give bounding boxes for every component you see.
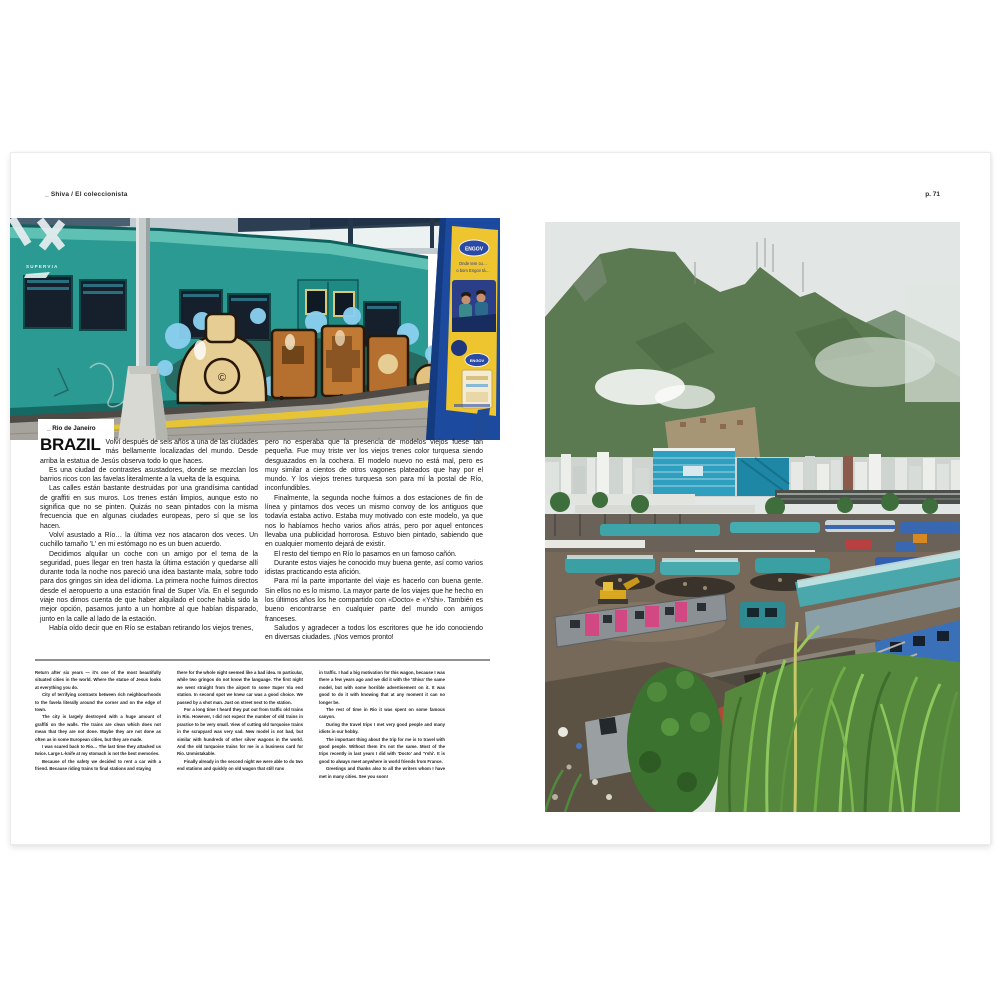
paragraph: El resto del tiempo en Río lo pasamos en un famoso cañón. bbox=[274, 550, 457, 558]
paragraph: Para mí la parte importante del viaje es hacerlo con buena gente. Sin ellos no es lo mismo. La mayor parte de los viajes que he hecho en los últimos años los he compartido con «Docto» e «Yshi». También es bueno encontrarse en cualquier parte del mundo con amigos franceses. bbox=[265, 578, 483, 623]
paragraph: Because of the safety we decided to rent a car with a friend. Because riding trains to final stations and staying bbox=[35, 758, 161, 772]
photo-graffiti-train bbox=[10, 218, 500, 440]
poster-starburst bbox=[451, 340, 467, 356]
paragraph: The city is largely destroyed with a huge amount of graffiti on the walls. The trains are clean which does not mean that they are not done. Maybe they are not done as often as in some European cities, but they are made. bbox=[35, 714, 161, 742]
paragraph: Finalmente, la segunda noche fuimos a dos estaciones de fin de línea y pintamos dos veces un mismo convoy de los antiguos que todavía estaba activo. Estaba muy motivado con este modelo, ya que nos lo habíamos hecho varios años atrás, pero por aquel entonces llevaba una publicidad horrorosa. Estuvo bien pintado, sabiendo que en cualquier momento dejará de existir. bbox=[265, 494, 483, 549]
english-column-2 bbox=[177, 669, 303, 780]
paragraph: City of terrifying contrasts between rich neighbourhoods to the favela literally around the corner and on the edge of town. bbox=[35, 692, 161, 713]
teal-loco-front bbox=[740, 602, 785, 628]
poster-line2: o bom Engov tá… bbox=[456, 268, 490, 273]
turquoise-carcass bbox=[565, 557, 655, 573]
paragraph: Volví asustado a Río… la última vez nos atacaron dos veces. Un cuchillo tamaño 'L' en mi estómago no es un buen acuerdo. bbox=[40, 531, 258, 549]
paragraph: Las calles están bastante destruidas por una grandísima cantidad de graffiti en sus muros. Los trenes están limpios, aunque esto no significa que no se pinten. Quizás no sean pintados con la misma frecuencia que en algunas ciudades europeas, pero sí que se los hacen. bbox=[40, 485, 258, 530]
green-bush bbox=[627, 667, 723, 812]
paragraph: there for the whole night seemed like a bad idea. In particular, while two gringos do not know the language. The first night we went straight from the airport to some Super Via end station. In second spot we knew car was a good choice. We passed by a shot man. Just on street next to the station. bbox=[177, 670, 303, 705]
poster-product-box bbox=[462, 370, 492, 408]
supervia-logo-text: SUPERVIA bbox=[26, 264, 59, 269]
paragraph: For a long time I heard they put out from traffic old trains in Rio. However, I did not expect the number of old trains in practice to be very small. View of cutting old turquoise trains in the scrapyard was very sad. New model is not bad, but similar with hundreds of other silver wagons in the world. And the old turquoise trains for me is a business card for Rio. Unmistakable. bbox=[177, 707, 303, 757]
paragraph: in traffic. I had a big motivation for this wagon, because I was there a few years ago and we did it with the 'Shiva' the same model, but with some horrible advertisement on it. It was good to do it with knowing that at any moment it can no longer be. bbox=[319, 670, 445, 705]
poster-line1: Onde tem cu… bbox=[458, 261, 488, 266]
english-column-1 bbox=[35, 669, 161, 780]
article-title: BRAZIL bbox=[40, 435, 101, 454]
engov-brand-mid: ENGOV bbox=[469, 358, 485, 363]
debris-helmet bbox=[558, 727, 568, 737]
paragraph: The important thing about the trip for me is to travel with good people. Without them it's not the same. Most of the trips recently in last years I did with 'Docto' and 'Yshi'. It is good to always meet anywhere in world friends from France. bbox=[319, 736, 445, 764]
article-english-translation bbox=[35, 669, 445, 780]
graffiti-train-scene bbox=[10, 218, 500, 440]
scrapyard-scene bbox=[545, 222, 960, 812]
paragraph: Return after six years — it's one of the most beautifully situated cities in the world. Where the statue of Jesus looks at everything you do. bbox=[35, 670, 161, 690]
paragraph: Volví después de seis años a una de las ciudades más bellamente localizadas del mundo. Desde arriba la estatua de Jesús observa todo lo que haces. bbox=[40, 439, 258, 465]
paragraph: Decidimos alquilar un coche con un amigo por el tema de la seguridad, pues llegar en tren hasta la última estación y quedarse allí durante toda la noche nos pareció una idea bastante mala, sobre todo para dos gringos sin idea del idioma. La primera noche fuimos directos desde el aeropuerto a una estación final de Super Vía. En el segundo viaje nos dimos cuenta de que haber alquilado el coche había sido la mejor opción, pasamos junto a un hombre al que habían disparado, junto en la calle al lado de la estación. bbox=[40, 550, 258, 623]
photo-train-scrapyard bbox=[545, 222, 960, 812]
paragraph: During the travel trips I met very good people and many idiots in our hobby. bbox=[319, 721, 445, 735]
paragraph: Había oído decir que en Río se estaban retirando los viejos trenes, bbox=[49, 624, 254, 632]
caption-location: _ Rio de Janeiro bbox=[47, 425, 96, 432]
paragraph: The rest of time in Rio it was spent on some famous canyon. bbox=[319, 707, 445, 720]
section-divider-rule bbox=[35, 659, 490, 661]
paragraph: Saludos y agradecer a todos los escritores que he ido conociendo en diversas ciudades. ¡Nos vemos pronto! bbox=[265, 624, 483, 642]
poster-photo bbox=[452, 280, 496, 332]
paragraph: Greetings and thanks also to all the writers whom I have met in many cities. See you soon! bbox=[319, 766, 445, 779]
running-head: _ Shiva / El coleccionista bbox=[45, 191, 128, 198]
page-number: p. 71 bbox=[925, 191, 940, 198]
spanish-column-2 bbox=[265, 438, 483, 643]
english-column-3 bbox=[319, 669, 445, 780]
paragraph: pero no esperaba que la presencia de modelos viejos fuese tan pequeña. Fue muy triste ver los viejos trenes color turquesa siendo desguazados en la cochera. El modelo nuevo no está mal, pero es muy similar a cientos de otros vagones plateados que hay por el mundo. Y los viejos trenes turquesa son para mí la postal de Río, inconfundibles. bbox=[265, 439, 483, 493]
paragraph: I was scared back to Rio… The last time they attacked us twice. Large L-knife at my stomach is not the best memories. bbox=[35, 744, 161, 757]
copyright-glyph: © bbox=[217, 372, 227, 384]
paragraph: Es una ciudad de contrastes asustadores, donde se mezclan los barrios ricos con las favelas literalmente a la vuelta de la esquina. bbox=[40, 466, 258, 484]
spanish-column-1 bbox=[40, 435, 258, 643]
engov-brand-top: ENGOV bbox=[464, 246, 484, 253]
paragraph: Finally already in the second night we were able to do two end stations and quickly on old wagon that still runs bbox=[177, 758, 303, 772]
article-spanish bbox=[40, 435, 484, 643]
paragraph: Durante estos viajes he conocido muy buena gente, así como varios idistas practicando esta afición. bbox=[265, 559, 483, 577]
